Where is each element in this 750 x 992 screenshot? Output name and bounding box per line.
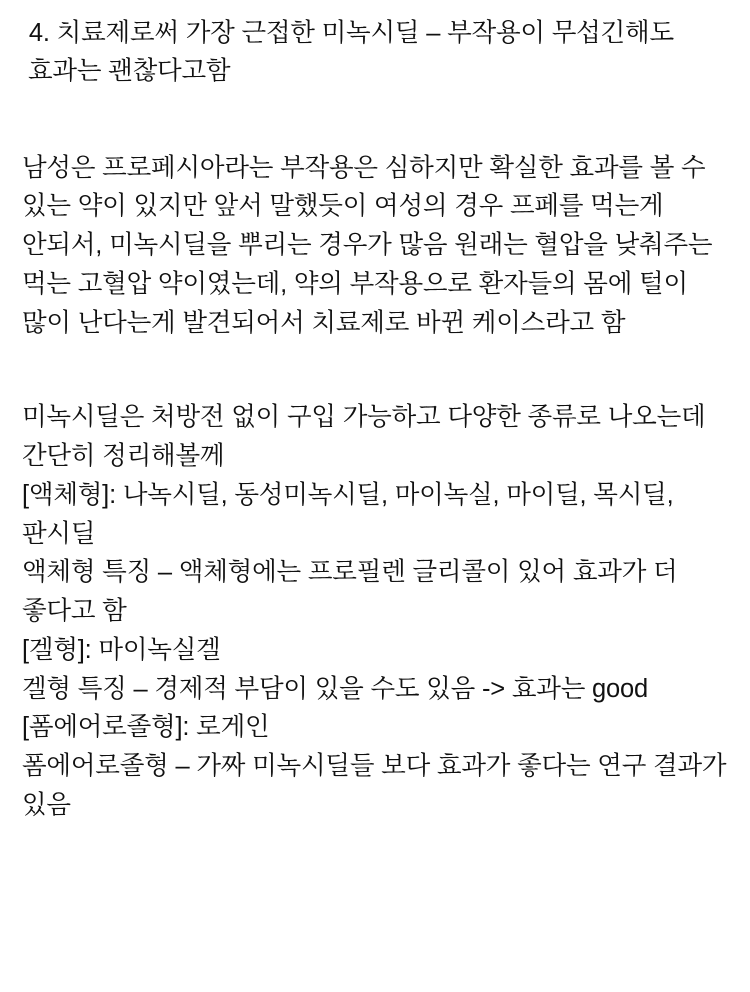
spacer-after-heading: [22, 91, 728, 149]
list-item: 겔형 특징 – 경제적 부담이 있을 수도 있음 -> 효과는 good: [22, 674, 648, 703]
list-item: 폼에어로졸형 – 가짜 미녹시딜들 보다 효과가 좋다는 연구 결과가 있음: [22, 752, 734, 819]
list-item: 액체형 특징 – 액체형에는 프로필렌 글리콜이 있어 효과가 더 좋다고 함: [22, 558, 685, 625]
paragraph-body-1: 남성은 프로페시아라는 부작용은 심하지만 확실한 효과를 볼 수 있는 약이 있지만 앞서 말했듯이 여성의 경우 프페를 먹는게 안되서, 미녹시딜을 뿌리는 경우가 많음 원래는 혈압을 낮춰주는 먹는 고혈압 약이였는데, 약의 부작용으로 환자들의 몸에 털이 많이 난다는게 발견되어서 치료제로 바뀐 케이스라고 함: [22, 153, 720, 337]
section-heading: 4. 치료제로써 가장 근접한 미녹시딜 – 부작용이 무섭긴해도 효과는 괜찮다고함: [22, 19, 681, 86]
spacer-between-paragraphs: [22, 342, 728, 398]
paragraph-body-2: 미녹시딜은 처방전 없이 구입 가능하고 다양한 종류로 나오는데 간단히 정리해볼께: [22, 403, 713, 470]
list-item: [액체형]: 나녹시딜, 동성미녹시딜, 마이녹실, 마이딜, 목시딜, 판시딜: [22, 480, 681, 548]
list-item: [겔형]: 마이녹실겔: [22, 635, 221, 664]
list-item: [폼에어로졸형]: 로게인: [22, 713, 270, 742]
